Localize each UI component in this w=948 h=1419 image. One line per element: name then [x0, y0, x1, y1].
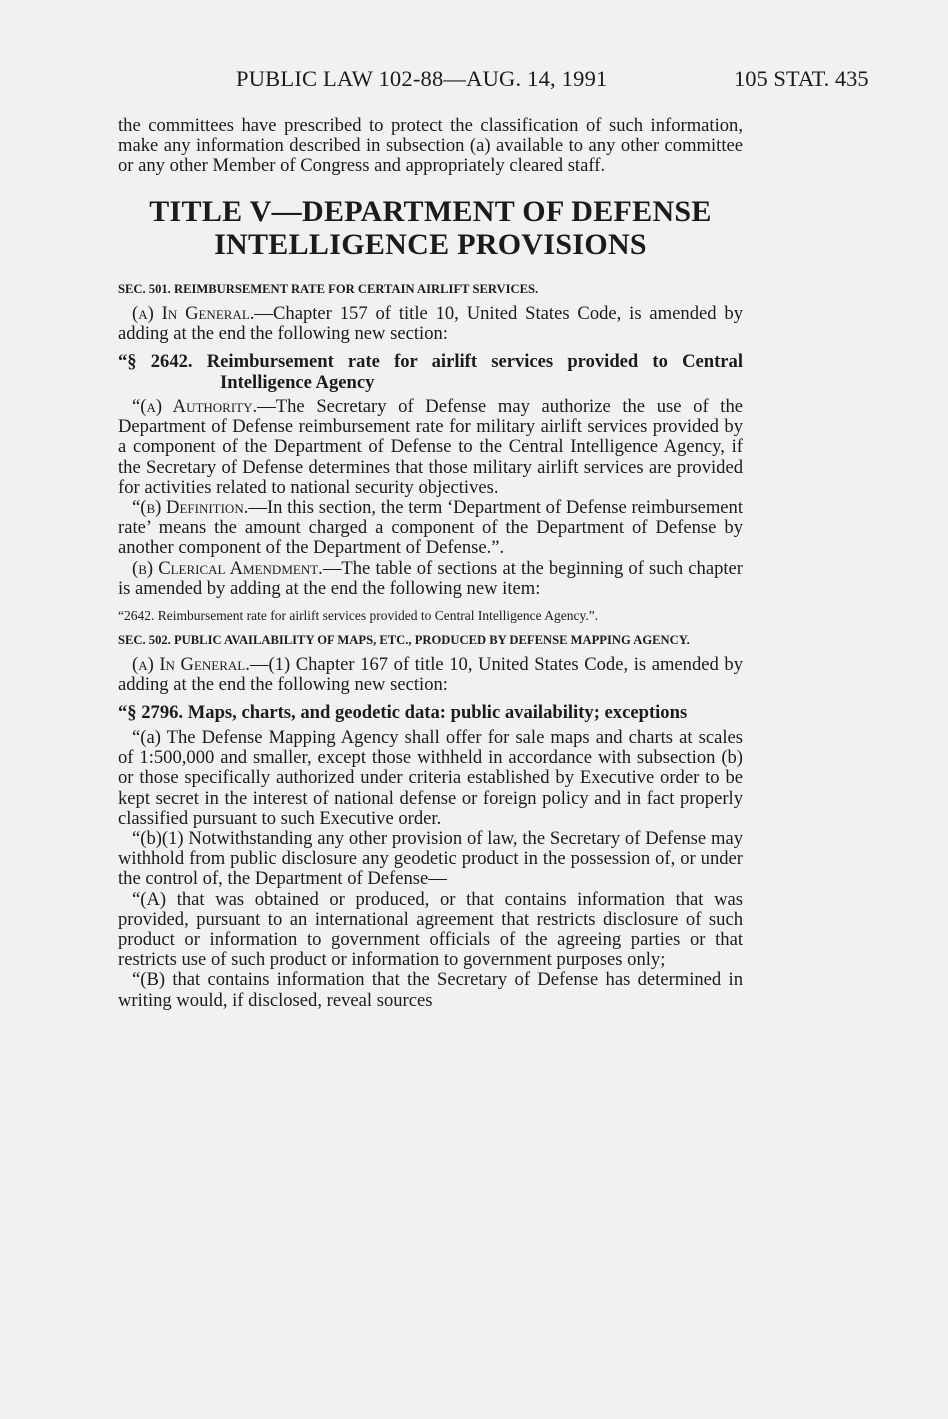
section-501-a-paragraph: [118, 304, 743, 344]
section-2796-b1-paragraph: “(b)(1) Notwithstanding any other provision of law, the Secretary of Defense may withhold from public disclosure any geodetic product in the possession of, or under the control of, the Department of Defense—: [118, 827, 743, 890]
section-2642-a-paragraph: [118, 397, 743, 498]
title-heading: [118, 195, 743, 261]
section-2642-a-label: “(a) Authority.: [132, 396, 258, 418]
section-2796-b1-A-paragraph: “(A) that was obtained or produced, or that contains information that was provided, pursuant to an international agreement that restricts disclosure of such product or information to government officials of the agreeing parties or that restricts use of such product or information to government purposes only;: [118, 888, 743, 971]
table-of-sections-item: “2642. Reimbursement rate for airlift services provided to Central Intelligence Agency.”.: [118, 608, 599, 624]
section-2796-a-paragraph: “(a) The Defense Mapping Agency shall offer for sale maps and charts at scales of 1:500,000 and smaller, except those withheld in accordance with subsection (b) or those specifically authorized under criteria established by Executive order to be kept secret in the interest of national defense or foreign policy and in fact properly classified pursuant to such Executive order.: [118, 726, 743, 829]
section-501-a-label: (a) In General.: [132, 302, 255, 324]
section-502-a-label: (a) In General.: [132, 654, 250, 676]
section-2642-b-paragraph: [118, 498, 743, 559]
title-line-1: TITLE V—DEPARTMENT OF DEFENSE: [149, 194, 712, 228]
section-2642-heading: “§ 2642. Reimbursement rate for airlift services provided to Central Intelligence Agency: [118, 351, 743, 393]
section-2642-b-text: —In this section, the term ‘Department of Defense reimbursement rate’ means the amount charged a component of the Department of Defense by another component of the Department of Defense.”.: [118, 497, 744, 559]
section-501-b-paragraph: [118, 559, 743, 599]
section-501-b-text: —The table of sections at the beginning of such chapter is amended by adding at the end the following new item:: [118, 557, 743, 599]
section-2796-heading: “§ 2796. Maps, charts, and geodetic data: public availability; exceptions: [118, 702, 688, 724]
running-header-page-number: 105 STAT. 435: [734, 66, 869, 91]
section-501-b-label: (b) Clerical Amendment.: [132, 557, 323, 579]
section-502-a-paragraph: [118, 655, 743, 695]
intro-paragraph: the committees have prescribed to protect the classification of such information, make any information described in subsection (a) available to any other committee or any other Member of Congress and appropriately cleared staff.: [118, 115, 743, 177]
section-2796-b1-B-paragraph: “(B) that contains information that the Secretary of Defense has determined in writing would, if disclosed, reveal sources: [118, 969, 743, 1011]
section-2642-a-text: —The Secretary of Defense may authorize the use of the Department of Defense reimbursement rate for military airlift services provided by a component of the Department of Defense to the Central Intelligence Agency, if the Secretary of Defense determines that those military airlift services are provided for activities related to national security objectives.: [118, 396, 743, 498]
section-501-a-text: —Chapter 157 of title 10, United States Code, is amended by adding at the end the following new section:: [118, 302, 743, 344]
section-501-heading: SEC. 501. REIMBURSEMENT RATE FOR CERTAIN AIRLIFT SERVICES.: [118, 281, 539, 296]
section-2642-b-label: “(b) Definition.: [132, 497, 249, 519]
title-line-2: INTELLIGENCE PROVISIONS: [214, 227, 647, 261]
section-502-a-text: —(1) Chapter 167 of title 10, United States Code, is amended by adding at the end the following new section:: [118, 654, 743, 696]
section-502-heading: SEC. 502. PUBLIC AVAILABILITY OF MAPS, ETC., PRODUCED BY DEFENSE MAPPING AGENCY.: [118, 633, 690, 648]
document-body: [118, 116, 743, 1011]
running-header-title: PUBLIC LAW 102-88—AUG. 14, 1991: [236, 66, 608, 91]
